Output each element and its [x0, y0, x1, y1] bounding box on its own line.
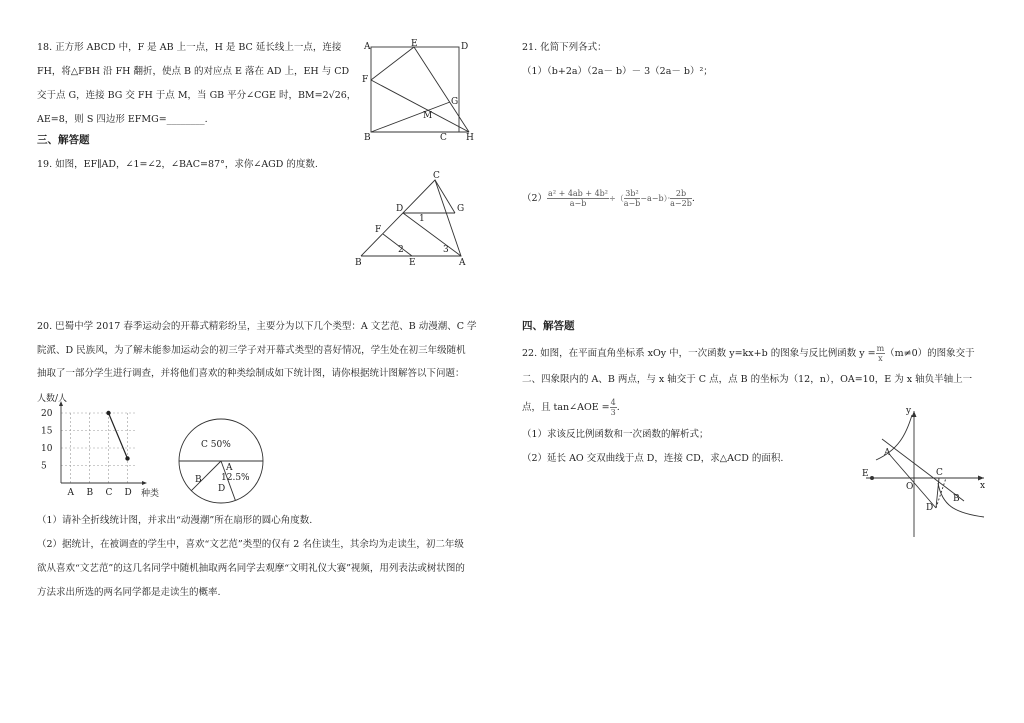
- fig19-label-3: 3: [443, 245, 449, 255]
- q20-line3: 抽取了一部分学生进行调查，并将他们喜欢的种类绘制成如下统计图，请你根据统计图解答以下问题：: [37, 368, 465, 379]
- q19-figure: [355, 172, 475, 267]
- fig19-label-e: E: [409, 258, 416, 268]
- q20-sub1: （1）请补全折线统计图，并求出“动漫潮”所在扇形的圆心角度数.: [37, 515, 313, 526]
- q18-figure: [362, 39, 482, 143]
- fig22-label-d: D: [926, 503, 934, 513]
- y-tick-label: 10: [41, 444, 53, 454]
- pie-label-a: A: [226, 463, 233, 473]
- y-tick-label: 5: [41, 461, 47, 472]
- q20-sub2-line1: （2）据统计，在被调查的学生中，喜欢“文艺范”类型的仅有 2 名住读生，其余均为走读生，初二年级: [37, 539, 464, 550]
- y-axis-label: 人数/人: [37, 394, 68, 404]
- q20-line1: 20. 巴蜀中学 2017 春季运动会的开幕式精彩纷呈，主要分为以下几个类型：A 文艺范、B 动漫潮、C 学: [37, 321, 477, 332]
- fig18-label-g: G: [451, 97, 459, 107]
- q21-sub2: [522, 188, 695, 210]
- series-line: [109, 413, 128, 459]
- q22-sub1: （1）求该反比例函数和一次函数的解析式；: [522, 429, 709, 440]
- q22-line1b: （m≠0）的图象交于: [885, 348, 975, 359]
- q22-figure: [862, 405, 992, 540]
- fig19-label-d: D: [396, 204, 404, 214]
- q20-line2: 院派、D 民族风，为了解未能参加运动会的初三学子对开幕式类型的喜好情况，学生处在初三年级随机: [37, 345, 466, 356]
- pie-label-d: D: [218, 484, 226, 494]
- q18-line3: 交于点 G，连接 BG 交 FH 于点 M，当 GB 平分∠CGE 时，BM=2√26，: [37, 90, 357, 101]
- fig22-label-o: O: [906, 482, 914, 492]
- y-tick-label: 15: [41, 426, 53, 437]
- q20-sub2-line2: 欲从喜欢“文艺范”的这几名同学中随机抽取两名同学去观摩“文明礼仪大赛”视频，用列表法或树状图的: [37, 563, 465, 574]
- data-point-c: [106, 411, 110, 415]
- fig18-label-a: A: [364, 42, 371, 52]
- q22-frac-denominator: x: [878, 354, 883, 363]
- q21-end: .: [691, 193, 695, 204]
- data-point-d: [125, 456, 129, 460]
- x-tick-label-c: C: [105, 488, 113, 498]
- fig19-label-b: B: [355, 258, 362, 268]
- x-axis-label: 种类: [141, 489, 160, 499]
- section-4-heading: 四、解答题: [522, 320, 575, 332]
- fig18-label-b: B: [364, 133, 371, 143]
- q21-frac1-numerator: a² + 4ab + 4b²: [548, 189, 608, 198]
- q22-fraction-tan: [610, 398, 617, 417]
- q22-line3a: 点，且 tan∠AOE =: [522, 402, 610, 413]
- fig22-label-x: x: [980, 481, 986, 491]
- q21-divide: ÷（: [609, 194, 624, 203]
- q21-sub1: （1）（b+2a）（2a－ b）－ 3（2a－ b）²；: [522, 66, 713, 77]
- q22-line3: [522, 398, 620, 417]
- fig19-label-c: C: [433, 171, 440, 181]
- fig19-label-g: G: [457, 204, 465, 214]
- x-tick-label-d: D: [124, 488, 132, 498]
- q21-fraction-3: [670, 189, 692, 208]
- q20-sub2-line3: 方法求出所选的两名同学都是走读生的概率.: [37, 587, 221, 598]
- q22-fraction-m-over-x: [876, 344, 886, 363]
- pie-label-b: B: [195, 475, 202, 485]
- q19-text: 19. 如图，EF∥AD，∠1=∠2，∠BAC=87°，求你∠AGD 的度数.: [37, 159, 318, 170]
- q22-tan-denominator: 3: [610, 408, 616, 417]
- q18-line1: 18. 正方形 ABCD 中，F 是 AB 上一点，H 是 BC 延长线上一点，连接: [37, 42, 342, 53]
- q21-frac1-denominator: a−b: [569, 199, 587, 208]
- fig18-label-c: C: [440, 133, 447, 143]
- fig22-label-e: E: [862, 469, 869, 479]
- pie-percent-a: 12.5%: [221, 473, 250, 483]
- q22-line1: [522, 344, 975, 363]
- fig18-label-e: E: [411, 39, 418, 49]
- q22-frac-numerator: m: [876, 344, 885, 353]
- fig22-label-y: y: [906, 406, 912, 416]
- q21-sub2-prefix: （2）: [522, 193, 548, 204]
- fig22-label-c: C: [936, 468, 943, 478]
- q21-frac3-denominator: a−2b: [670, 199, 692, 208]
- q18-line2: FH，将△FBH 沿 FH 翻折，使点 B 的对应点 E 落在 AD 上，EH 与 CD: [37, 66, 350, 77]
- q21-fraction-1: [547, 189, 609, 208]
- q21-mid: −a−b）·: [640, 194, 671, 203]
- x-tick-label-a: A: [67, 488, 74, 498]
- q21-text: 21. 化简下列各式：: [522, 42, 607, 53]
- q22-line3b: .: [616, 402, 620, 413]
- pie-chart: [176, 416, 266, 506]
- fig18-label-d: D: [461, 42, 469, 52]
- fig19-label-a: A: [459, 258, 466, 268]
- q21-fraction-2: [624, 189, 641, 208]
- q22-line1a: 22. 如图，在平面直角坐标系 xOy 中，一次函数 y=kx+b 的图象与反比例函数 y =: [522, 348, 876, 359]
- fig22-label-b: B: [953, 494, 960, 504]
- q18-line4: AE=8，则 S 四边形 EFMG=________.: [37, 114, 208, 125]
- pie-label-c: C 50%: [201, 440, 231, 450]
- line-chart: [35, 388, 185, 498]
- fig19-label-1: 1: [419, 214, 425, 224]
- fig19-label-2: 2: [398, 245, 404, 255]
- x-tick-label-b: B: [86, 488, 94, 498]
- fig22-label-a: A: [884, 448, 891, 458]
- fig18-label-f: F: [362, 75, 369, 85]
- q21-frac3-numerator: 2b: [670, 189, 692, 199]
- q21-frac2-denominator: a−b: [623, 199, 641, 208]
- fig18-label-h: H: [466, 133, 474, 143]
- q21-frac2-numerator: 3b²: [625, 189, 639, 198]
- q22-tan-numerator: 4: [610, 398, 616, 407]
- x-axis-arrow: [142, 481, 147, 485]
- q22-sub2: （2）延长 AO 交双曲线于点 D，连接 CD，求△ACD 的面积.: [522, 453, 784, 464]
- section-3-heading: 三、解答题: [37, 134, 90, 146]
- fig19-label-f: F: [375, 225, 382, 235]
- fig18-label-m: M: [423, 111, 433, 121]
- q22-line2: 二、四象限内的 A、B 两点，与 x 轴交于 C 点，点 B 的坐标为（12，n），OA=10，E 为 x 轴负半轴上一: [522, 374, 973, 385]
- y-tick-label: 20: [41, 409, 53, 419]
